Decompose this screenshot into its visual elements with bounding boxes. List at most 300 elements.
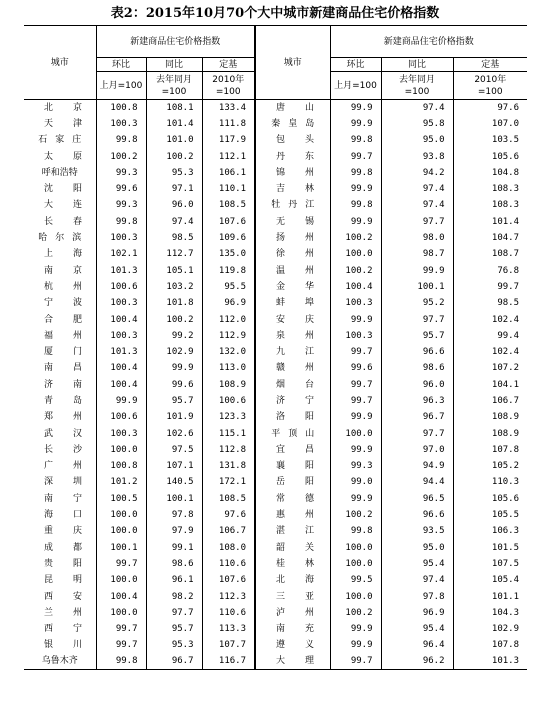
yoy-value-left: 140.5 (146, 474, 202, 490)
yoy-value-left: 99.2 (146, 328, 202, 344)
city-name-left: 贵阳 (24, 556, 96, 572)
city-name-left: 西安 (24, 588, 96, 604)
base-value-left: 117.9 (202, 132, 255, 148)
base-value-left: 107.6 (202, 214, 255, 230)
city-name-left: 上海 (24, 246, 96, 262)
table-row (24, 523, 527, 539)
yoy-value-left: 97.7 (146, 605, 202, 621)
mom-value-left: 100.4 (96, 360, 146, 376)
yoy-value-right: 96.6 (381, 507, 453, 523)
mom-value-right: 99.7 (330, 654, 381, 670)
yoy-value-left: 95.7 (146, 393, 202, 409)
base-value-left: 111.8 (202, 116, 255, 132)
table-row (24, 181, 527, 197)
mom-value-left: 101.3 (96, 262, 146, 278)
mom-value-right: 99.5 (330, 572, 381, 588)
yoy-value-right: 95.8 (381, 116, 453, 132)
mom-value-left: 100.3 (96, 230, 146, 246)
base-value-right: 76.8 (497, 265, 520, 276)
yoy-value-left: 99.9 (146, 360, 202, 376)
base-value-right: 104.1 (491, 379, 520, 390)
city-name-left: 哈尔滨 (24, 230, 96, 246)
city-name-left: 天津 (24, 116, 96, 132)
yoy-value-right: 94.4 (381, 474, 453, 490)
yoy-value-left: 107.1 (146, 458, 202, 474)
yoy-value-right: 97.7 (381, 214, 453, 230)
mom-value-left: 99.7 (96, 556, 146, 572)
yoy-value-right: 97.0 (381, 442, 453, 458)
table-row (24, 262, 527, 278)
yoy-value-left: 108.1 (146, 100, 202, 116)
base-value-right: 97.6 (497, 102, 520, 113)
table-row (24, 360, 527, 376)
base-value-left: 110.1 (202, 181, 255, 197)
mom-value-left: 99.3 (96, 197, 146, 213)
group-header-left: 新建商品住宅价格指数 (96, 26, 255, 58)
city-name-right: 韶关 (255, 540, 330, 556)
mom-value-left: 100.3 (96, 425, 146, 441)
city-name-right: 三亚 (255, 588, 330, 604)
base-value-left: 107.6 (202, 572, 255, 588)
table-row (24, 100, 527, 116)
city-name-right: 襄阳 (255, 458, 330, 474)
mom-value-right: 100.2 (330, 262, 381, 278)
mom-value-right: 99.9 (330, 181, 381, 197)
city-name-left: 大连 (24, 197, 96, 213)
yoy-value-right: 93.8 (381, 148, 453, 164)
yoy-value-left: 99.1 (146, 540, 202, 556)
base-value-right: 108.9 (491, 412, 520, 423)
mom-value-right: 99.9 (330, 116, 381, 132)
mom-value-left: 100.0 (96, 507, 146, 523)
col-mom-right: 环比 (330, 58, 381, 72)
base-value-left: 172.1 (202, 474, 255, 490)
yoy-value-left: 97.8 (146, 507, 202, 523)
col-mom-left: 环比 (96, 58, 146, 72)
table-row (24, 605, 527, 621)
base-value-left: 112.0 (202, 311, 255, 327)
city-name-left: 成都 (24, 540, 96, 556)
city-name-right: 赣州 (255, 360, 330, 376)
city-name-right: 惠州 (255, 507, 330, 523)
mom-value-right: 99.3 (330, 458, 381, 474)
base-value-left: 123.3 (202, 409, 255, 425)
base-value-left: 108.0 (202, 540, 255, 556)
yoy-value-right: 97.8 (381, 588, 453, 604)
yoy-value-left: 100.2 (146, 148, 202, 164)
table-row (24, 409, 527, 425)
yoy-value-left: 95.7 (146, 621, 202, 637)
yoy-value-left: 97.9 (146, 523, 202, 539)
base-value-right: 105.2 (491, 461, 520, 472)
base-value-right: 108.3 (491, 184, 520, 195)
mom-value-left: 100.8 (96, 458, 146, 474)
base-value-left: 132.0 (202, 344, 255, 360)
sub-base-right: 2010年 =100 (453, 72, 527, 100)
mom-value-left: 100.3 (96, 328, 146, 344)
yoy-value-right: 95.7 (381, 328, 453, 344)
city-name-left: 呼和浩特 (24, 165, 96, 181)
mom-value-left: 99.8 (96, 132, 146, 148)
base-value-right: 106.7 (491, 395, 520, 406)
city-name-right: 金华 (255, 279, 330, 295)
city-name-right: 无锡 (255, 214, 330, 230)
mom-value-right: 99.9 (330, 100, 381, 116)
base-value-right: 105.6 (491, 151, 520, 162)
city-name-left: 南京 (24, 262, 96, 278)
group-header-right: 新建商品住宅价格指数 (330, 26, 527, 58)
mom-value-right: 100.2 (330, 230, 381, 246)
city-name-left: 北京 (24, 100, 96, 116)
base-value-left: 112.1 (202, 148, 255, 164)
yoy-value-left: 97.4 (146, 214, 202, 230)
city-name-left: 西宁 (24, 621, 96, 637)
base-value-left: 112.3 (202, 588, 255, 604)
base-value-left: 108.9 (202, 377, 255, 393)
yoy-value-right: 97.4 (381, 572, 453, 588)
city-name-right: 岳阳 (255, 474, 330, 490)
mom-value-right: 99.9 (330, 637, 381, 653)
mom-value-right: 99.9 (330, 491, 381, 507)
city-name-left: 广州 (24, 458, 96, 474)
city-name-left: 合肥 (24, 311, 96, 327)
base-value-left: 97.6 (202, 507, 255, 523)
city-name-right: 牡丹江 (255, 197, 330, 213)
table-row (24, 474, 527, 490)
mom-value-left: 100.4 (96, 311, 146, 327)
base-value-right: 108.7 (491, 249, 520, 260)
base-value-right: 107.8 (491, 444, 520, 455)
table-row (24, 279, 527, 295)
base-value-left: 110.6 (202, 556, 255, 572)
mom-value-left: 100.6 (96, 279, 146, 295)
mom-value-left: 99.8 (96, 654, 146, 670)
table-body (24, 100, 527, 670)
city-name-right: 唐山 (255, 100, 330, 116)
city-name-left: 厦门 (24, 344, 96, 360)
yoy-value-right: 97.7 (381, 311, 453, 327)
base-value-left: 116.7 (202, 654, 255, 670)
col-yoy-left: 同比 (146, 58, 202, 72)
base-value-right: 104.8 (491, 167, 520, 178)
yoy-value-right: 97.4 (381, 100, 453, 116)
base-value-left: 106.7 (202, 523, 255, 539)
mom-value-left: 99.6 (96, 181, 146, 197)
base-value-right: 107.2 (491, 363, 520, 374)
mom-value-right: 100.2 (330, 507, 381, 523)
city-name-right: 北海 (255, 572, 330, 588)
mom-value-left: 99.9 (96, 393, 146, 409)
city-name-right: 蚌埠 (255, 295, 330, 311)
city-name-right: 丹东 (255, 148, 330, 164)
city-name-right: 南充 (255, 621, 330, 637)
mom-value-left: 102.1 (96, 246, 146, 262)
table-row (24, 442, 527, 458)
city-name-left: 太原 (24, 148, 96, 164)
city-name-right: 常德 (255, 491, 330, 507)
mom-value-right: 100.3 (330, 328, 381, 344)
yoy-value-right: 94.9 (381, 458, 453, 474)
yoy-value-left: 98.5 (146, 230, 202, 246)
yoy-value-left: 98.6 (146, 556, 202, 572)
mom-value-right: 99.9 (330, 409, 381, 425)
yoy-value-right: 95.4 (381, 556, 453, 572)
table-row (24, 556, 527, 572)
base-value-left: 109.6 (202, 230, 255, 246)
base-value-right: 105.5 (491, 510, 520, 521)
city-name-left: 郑州 (24, 409, 96, 425)
base-value-right: 104.7 (491, 233, 520, 244)
city-name-left: 深圳 (24, 474, 96, 490)
sub-mom-left: 上月=100 (96, 72, 146, 100)
yoy-value-right: 96.9 (381, 605, 453, 621)
table-row (24, 344, 527, 360)
base-value-left: 113.3 (202, 621, 255, 637)
base-value-right: 99.7 (497, 281, 520, 292)
base-value-right: 102.4 (491, 314, 520, 325)
mom-value-right: 100.3 (330, 295, 381, 311)
base-value-left: 112.8 (202, 442, 255, 458)
city-name-right: 遵义 (255, 637, 330, 653)
mom-value-right: 100.0 (330, 540, 381, 556)
sub-mom-right: 上月=100 (330, 72, 381, 100)
table-row (24, 328, 527, 344)
city-name-left: 海口 (24, 507, 96, 523)
table-row (24, 621, 527, 637)
base-value-left: 113.0 (202, 360, 255, 376)
yoy-value-right: 96.5 (381, 491, 453, 507)
city-name-left: 昆明 (24, 572, 96, 588)
city-name-left: 长沙 (24, 442, 96, 458)
base-value-right: 101.5 (491, 542, 520, 553)
base-value-right: 107.8 (491, 640, 520, 651)
yoy-value-left: 100.2 (146, 311, 202, 327)
mom-value-right: 100.0 (330, 588, 381, 604)
mom-value-left: 100.8 (96, 100, 146, 116)
base-value-right: 107.5 (491, 558, 520, 569)
yoy-value-right: 95.4 (381, 621, 453, 637)
table-row (24, 148, 527, 164)
yoy-value-right: 95.2 (381, 295, 453, 311)
table-row (24, 116, 527, 132)
yoy-value-left: 100.1 (146, 491, 202, 507)
base-value-right: 110.3 (491, 477, 520, 488)
table-row (24, 425, 527, 441)
yoy-value-right: 100.1 (381, 279, 453, 295)
mom-value-right: 99.7 (330, 148, 381, 164)
city-name-left: 南昌 (24, 360, 96, 376)
mom-value-left: 100.4 (96, 588, 146, 604)
city-name-right: 吉林 (255, 181, 330, 197)
city-name-left: 乌鲁木齐 (24, 654, 96, 670)
mom-value-left: 99.7 (96, 637, 146, 653)
yoy-value-right: 96.4 (381, 637, 453, 653)
yoy-value-right: 96.0 (381, 377, 453, 393)
city-name-right: 泉州 (255, 328, 330, 344)
city-name-left: 重庆 (24, 523, 96, 539)
base-value-right: 106.3 (491, 526, 520, 537)
city-name-left: 银川 (24, 637, 96, 653)
table-row (24, 393, 527, 409)
base-value-right: 104.3 (491, 607, 520, 618)
yoy-value-left: 96.0 (146, 197, 202, 213)
table-row (24, 507, 527, 523)
mom-value-right: 99.9 (330, 442, 381, 458)
mom-value-right: 99.6 (330, 360, 381, 376)
yoy-value-left: 98.2 (146, 588, 202, 604)
yoy-value-right: 94.2 (381, 165, 453, 181)
base-value-left: 95.5 (202, 279, 255, 295)
mom-value-left: 101.3 (96, 344, 146, 360)
mom-value-left: 100.6 (96, 409, 146, 425)
base-value-left: 115.1 (202, 425, 255, 441)
yoy-value-left: 102.6 (146, 425, 202, 441)
base-value-left: 96.9 (202, 295, 255, 311)
base-value-left: 100.6 (202, 393, 255, 409)
base-value-right: 101.4 (491, 216, 520, 227)
mom-value-left: 99.3 (96, 165, 146, 181)
yoy-value-right: 93.5 (381, 523, 453, 539)
city-name-right: 九江 (255, 344, 330, 360)
base-value-left: 108.5 (202, 491, 255, 507)
mom-value-left: 99.8 (96, 214, 146, 230)
city-name-right: 秦皇岛 (255, 116, 330, 132)
table-row (24, 377, 527, 393)
yoy-value-right: 96.3 (381, 393, 453, 409)
base-value-right: 102.4 (491, 347, 520, 358)
city-name-left: 宁波 (24, 295, 96, 311)
yoy-value-left: 102.9 (146, 344, 202, 360)
city-name-right: 安庆 (255, 311, 330, 327)
table-row (24, 246, 527, 262)
yoy-value-right: 98.7 (381, 246, 453, 262)
base-value-left: 119.8 (202, 262, 255, 278)
base-value-right: 101.3 (453, 654, 527, 670)
city-name-left: 长春 (24, 214, 96, 230)
city-name-right: 平顶山 (255, 425, 330, 441)
mom-value-left: 100.5 (96, 491, 146, 507)
base-value-right: 101.1 (491, 591, 520, 602)
base-value-right: 108.9 (491, 428, 520, 439)
yoy-value-left: 96.7 (146, 654, 202, 670)
yoy-value-left: 101.9 (146, 409, 202, 425)
base-value-right: 108.3 (491, 200, 520, 211)
yoy-value-left: 95.3 (146, 637, 202, 653)
city-name-right: 桂林 (255, 556, 330, 572)
base-value-right: 107.0 (491, 118, 520, 129)
city-name-left: 兰州 (24, 605, 96, 621)
col-yoy-right: 同比 (381, 58, 453, 72)
mom-value-right: 99.0 (330, 474, 381, 490)
base-value-right: 103.5 (491, 135, 520, 146)
city-name-left: 南宁 (24, 491, 96, 507)
mom-value-left: 100.0 (96, 572, 146, 588)
base-value-left: 110.6 (202, 605, 255, 621)
base-value-left: 107.7 (202, 637, 255, 653)
sub-yoy-left: 去年同月 =100 (146, 72, 202, 100)
yoy-value-left: 96.1 (146, 572, 202, 588)
yoy-value-right: 98.0 (381, 230, 453, 246)
city-name-left: 沈阳 (24, 181, 96, 197)
yoy-value-left: 105.1 (146, 262, 202, 278)
city-name-left: 济南 (24, 377, 96, 393)
mom-value-right: 99.7 (330, 344, 381, 360)
yoy-value-right: 96.2 (381, 654, 453, 670)
table-row (24, 197, 527, 213)
yoy-value-right: 98.6 (381, 360, 453, 376)
yoy-value-left: 99.6 (146, 377, 202, 393)
mom-value-left: 100.0 (96, 605, 146, 621)
base-value-left: 131.8 (202, 458, 255, 474)
mom-value-left: 100.0 (96, 442, 146, 458)
city-name-left: 青岛 (24, 393, 96, 409)
city-name-right: 大理 (255, 654, 330, 670)
yoy-value-right: 97.7 (381, 425, 453, 441)
yoy-value-right: 95.0 (381, 132, 453, 148)
table-row (24, 230, 527, 246)
mom-value-right: 99.8 (330, 132, 381, 148)
mom-value-right: 100.0 (330, 425, 381, 441)
base-value-left: 106.1 (202, 165, 255, 181)
yoy-value-right: 99.9 (381, 262, 453, 278)
col-base-left: 定基 (202, 58, 255, 72)
yoy-value-right: 96.6 (381, 344, 453, 360)
base-value-right: 105.4 (491, 575, 520, 586)
city-name-right: 济宁 (255, 393, 330, 409)
mom-value-right: 99.9 (330, 214, 381, 230)
base-value-left: 112.9 (202, 328, 255, 344)
city-name-right: 温州 (255, 262, 330, 278)
sub-yoy-right: 去年同月 =100 (381, 72, 453, 100)
table-row (24, 654, 527, 670)
yoy-value-left: 101.4 (146, 116, 202, 132)
city-name-left: 福州 (24, 328, 96, 344)
table-row (24, 588, 527, 604)
table-row (24, 214, 527, 230)
mom-value-right: 99.7 (330, 377, 381, 393)
mom-value-right: 99.9 (330, 621, 381, 637)
city-name-right: 湛江 (255, 523, 330, 539)
mom-value-right: 99.9 (330, 311, 381, 327)
mom-value-left: 100.2 (96, 148, 146, 164)
table-row (24, 491, 527, 507)
city-name-right: 宜昌 (255, 442, 330, 458)
city-name-left: 石家庄 (24, 132, 96, 148)
mom-value-right: 99.7 (330, 393, 381, 409)
base-value-right: 99.4 (497, 330, 520, 341)
col-base-right: 定基 (453, 58, 527, 72)
city-name-right: 徐州 (255, 246, 330, 262)
city-header-left: 城市 (24, 26, 96, 100)
yoy-value-left: 101.0 (146, 132, 202, 148)
yoy-value-left: 97.5 (146, 442, 202, 458)
yoy-value-left: 97.1 (146, 181, 202, 197)
mom-value-right: 99.8 (330, 165, 381, 181)
yoy-value-left: 101.8 (146, 295, 202, 311)
mom-value-left: 100.1 (96, 540, 146, 556)
mom-value-left: 101.2 (96, 474, 146, 490)
city-name-right: 包头 (255, 132, 330, 148)
mom-value-left: 100.3 (96, 116, 146, 132)
city-header-right: 城市 (255, 26, 330, 100)
city-name-right: 扬州 (255, 230, 330, 246)
yoy-value-right: 97.4 (381, 197, 453, 213)
mom-value-left: 100.0 (96, 523, 146, 539)
mom-value-right: 100.0 (330, 556, 381, 572)
sub-base-left: 2010年 =100 (202, 72, 255, 100)
mom-value-right: 100.0 (330, 246, 381, 262)
yoy-value-right: 95.0 (381, 540, 453, 556)
